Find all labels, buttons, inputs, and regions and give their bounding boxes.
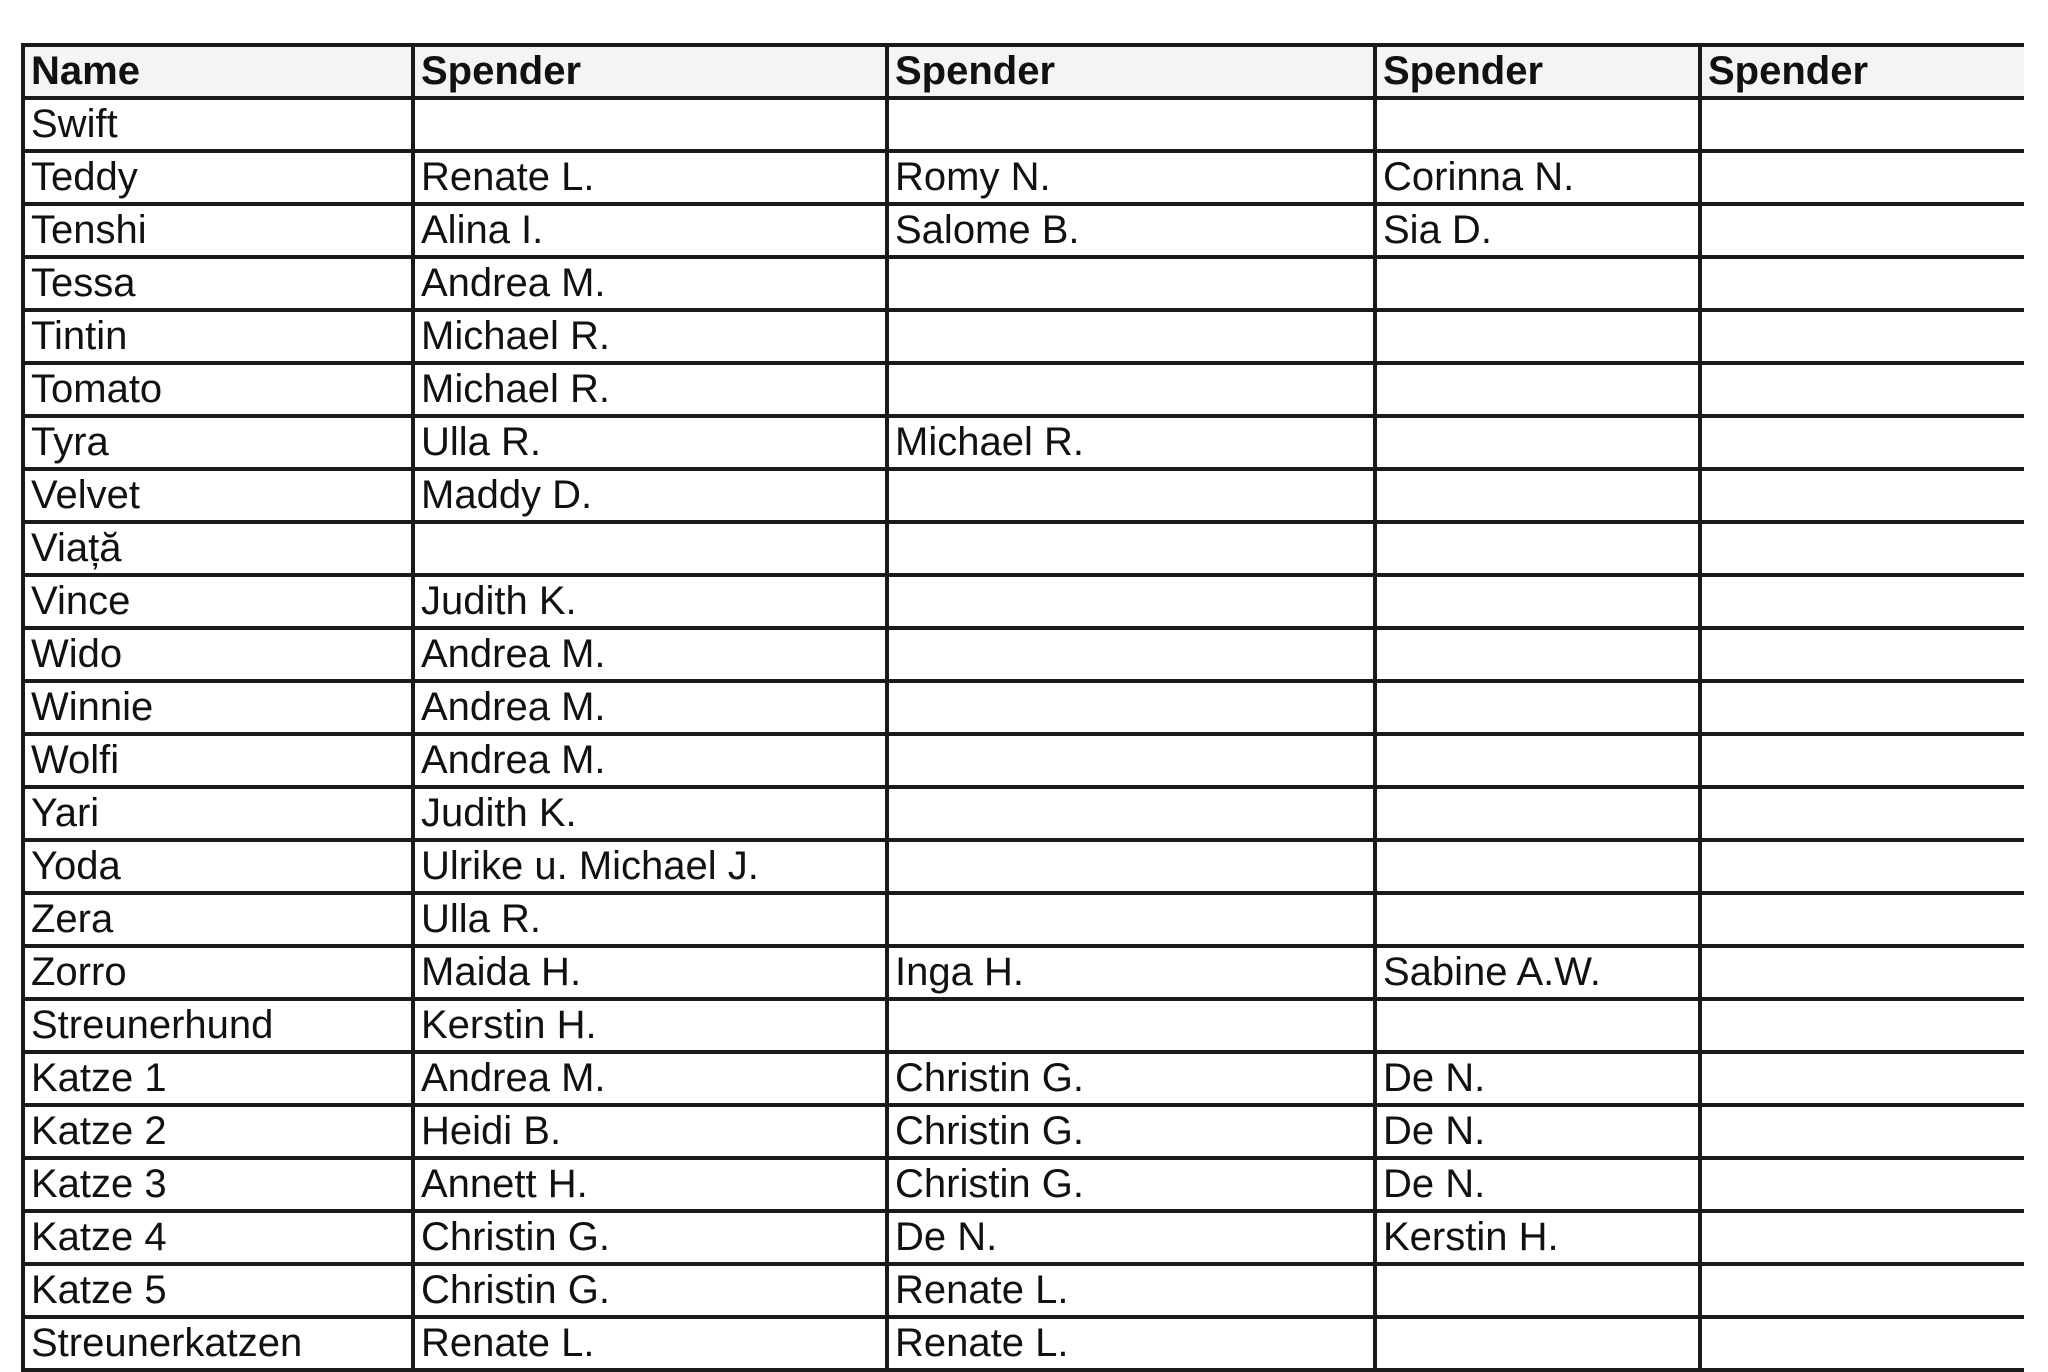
cell-spender-2 xyxy=(887,469,1375,522)
cell-spender-4 xyxy=(1700,522,2024,575)
cell-name: Tessa xyxy=(23,257,413,310)
cell-name: Wido xyxy=(23,628,413,681)
header-spender-4: Spender xyxy=(1700,45,2024,98)
cell-spender-3: Sabine A.W. xyxy=(1375,946,1700,999)
table-body xyxy=(23,98,2024,1370)
cell-spender-3 xyxy=(1375,628,1700,681)
cell-spender-2 xyxy=(887,840,1375,893)
cell-spender-2: Christin G. xyxy=(887,1158,1375,1211)
cell-spender-4 xyxy=(1700,363,2024,416)
cell-spender-3 xyxy=(1375,1317,1700,1370)
cell-name: Katze 2 xyxy=(23,1105,413,1158)
cell-spender-4 xyxy=(1700,1052,2024,1105)
table-row xyxy=(23,1317,2024,1370)
cell-spender-2: Christin G. xyxy=(887,1105,1375,1158)
header-row xyxy=(23,45,2024,98)
cell-spender-1 xyxy=(413,98,887,151)
cell-name: Tomato xyxy=(23,363,413,416)
cell-spender-2 xyxy=(887,787,1375,840)
cell-spender-1: Andrea M. xyxy=(413,628,887,681)
cell-spender-3 xyxy=(1375,840,1700,893)
cell-spender-1: Christin G. xyxy=(413,1211,887,1264)
cell-name: Streunerkatzen xyxy=(23,1317,413,1370)
cell-name: Yari xyxy=(23,787,413,840)
cell-name: Viață xyxy=(23,522,413,575)
cell-spender-2: Romy N. xyxy=(887,151,1375,204)
cell-spender-3 xyxy=(1375,416,1700,469)
cell-spender-3: Sia D. xyxy=(1375,204,1700,257)
cell-spender-4 xyxy=(1700,1105,2024,1158)
cell-spender-3 xyxy=(1375,681,1700,734)
table-row xyxy=(23,1264,2024,1317)
cell-spender-2: Renate L. xyxy=(887,1317,1375,1370)
cell-spender-1: Judith K. xyxy=(413,787,887,840)
sponsor-table xyxy=(21,43,2024,1372)
cell-spender-1: Annett H. xyxy=(413,1158,887,1211)
cell-name: Tyra xyxy=(23,416,413,469)
cell-spender-3 xyxy=(1375,310,1700,363)
cell-spender-4 xyxy=(1700,416,2024,469)
cell-name: Tintin xyxy=(23,310,413,363)
table-row xyxy=(23,734,2024,787)
table-row xyxy=(23,416,2024,469)
header-name: Name xyxy=(23,45,413,98)
table-row xyxy=(23,840,2024,893)
header-spender-1: Spender xyxy=(413,45,887,98)
cell-spender-1: Kerstin H. xyxy=(413,999,887,1052)
table-row xyxy=(23,999,2024,1052)
cell-name: Swift xyxy=(23,98,413,151)
cell-spender-1: Renate L. xyxy=(413,151,887,204)
cell-name: Wolfi xyxy=(23,734,413,787)
cell-spender-1: Alina I. xyxy=(413,204,887,257)
cell-spender-2 xyxy=(887,628,1375,681)
cell-name: Katze 3 xyxy=(23,1158,413,1211)
cell-spender-4 xyxy=(1700,575,2024,628)
sponsor-table-page xyxy=(21,43,2024,1372)
cell-name: Vince xyxy=(23,575,413,628)
cell-spender-4 xyxy=(1700,310,2024,363)
cell-spender-3 xyxy=(1375,893,1700,946)
cell-spender-1: Renate L. xyxy=(413,1317,887,1370)
cell-spender-4 xyxy=(1700,946,2024,999)
table-row xyxy=(23,787,2024,840)
cell-spender-4 xyxy=(1700,893,2024,946)
table-row xyxy=(23,946,2024,999)
cell-spender-3: De N. xyxy=(1375,1105,1700,1158)
cell-spender-3 xyxy=(1375,787,1700,840)
cell-spender-1: Christin G. xyxy=(413,1264,887,1317)
cell-spender-4 xyxy=(1700,734,2024,787)
cell-spender-2 xyxy=(887,734,1375,787)
cell-name: Katze 5 xyxy=(23,1264,413,1317)
cell-spender-1: Andrea M. xyxy=(413,734,887,787)
cell-spender-2 xyxy=(887,575,1375,628)
cell-spender-4 xyxy=(1700,98,2024,151)
cell-spender-3: Corinna N. xyxy=(1375,151,1700,204)
cell-spender-1 xyxy=(413,522,887,575)
cell-spender-2 xyxy=(887,310,1375,363)
cell-name: Zera xyxy=(23,893,413,946)
cell-spender-1: Andrea M. xyxy=(413,681,887,734)
cell-spender-3 xyxy=(1375,1264,1700,1317)
table-row xyxy=(23,893,2024,946)
cell-spender-2: Renate L. xyxy=(887,1264,1375,1317)
cell-name: Katze 1 xyxy=(23,1052,413,1105)
cell-name: Teddy xyxy=(23,151,413,204)
cell-spender-2: De N. xyxy=(887,1211,1375,1264)
table-row xyxy=(23,1105,2024,1158)
cell-spender-2 xyxy=(887,257,1375,310)
header-spender-3: Spender xyxy=(1375,45,1700,98)
cell-spender-1: Michael R. xyxy=(413,310,887,363)
cell-spender-2: Inga H. xyxy=(887,946,1375,999)
cell-spender-4 xyxy=(1700,1317,2024,1370)
cell-spender-2 xyxy=(887,893,1375,946)
cell-name: Katze 4 xyxy=(23,1211,413,1264)
table-row xyxy=(23,310,2024,363)
cell-spender-4 xyxy=(1700,787,2024,840)
cell-spender-3: De N. xyxy=(1375,1158,1700,1211)
cell-spender-4 xyxy=(1700,257,2024,310)
cell-spender-4 xyxy=(1700,151,2024,204)
cell-spender-1: Ulla R. xyxy=(413,416,887,469)
cell-spender-1: Heidi B. xyxy=(413,1105,887,1158)
cell-spender-3 xyxy=(1375,98,1700,151)
cell-spender-4 xyxy=(1700,1158,2024,1211)
cell-spender-3 xyxy=(1375,734,1700,787)
cell-spender-4 xyxy=(1700,681,2024,734)
cell-name: Velvet xyxy=(23,469,413,522)
cell-spender-2 xyxy=(887,681,1375,734)
cell-spender-4 xyxy=(1700,999,2024,1052)
table-row xyxy=(23,1158,2024,1211)
table-row xyxy=(23,522,2024,575)
cell-spender-2: Michael R. xyxy=(887,416,1375,469)
cell-spender-3 xyxy=(1375,522,1700,575)
cell-name: Zorro xyxy=(23,946,413,999)
table-row xyxy=(23,628,2024,681)
cell-name: Tenshi xyxy=(23,204,413,257)
cell-spender-4 xyxy=(1700,1264,2024,1317)
table-row xyxy=(23,151,2024,204)
cell-spender-1: Michael R. xyxy=(413,363,887,416)
cell-spender-4 xyxy=(1700,469,2024,522)
table-row xyxy=(23,204,2024,257)
cell-spender-1: Ulrike u. Michael J. xyxy=(413,840,887,893)
cell-spender-3 xyxy=(1375,999,1700,1052)
cell-spender-2 xyxy=(887,98,1375,151)
table-row xyxy=(23,681,2024,734)
cell-spender-3 xyxy=(1375,363,1700,416)
table-row xyxy=(23,257,2024,310)
table-row xyxy=(23,363,2024,416)
cell-name: Streunerhund xyxy=(23,999,413,1052)
cell-spender-1: Ulla R. xyxy=(413,893,887,946)
cell-spender-3 xyxy=(1375,257,1700,310)
cell-spender-1: Andrea M. xyxy=(413,257,887,310)
cell-spender-3 xyxy=(1375,469,1700,522)
cell-spender-4 xyxy=(1700,840,2024,893)
header-spender-2: Spender xyxy=(887,45,1375,98)
cell-spender-3: De N. xyxy=(1375,1052,1700,1105)
table-row xyxy=(23,1052,2024,1105)
cell-spender-2 xyxy=(887,363,1375,416)
cell-spender-1: Andrea M. xyxy=(413,1052,887,1105)
table-row xyxy=(23,98,2024,151)
cell-spender-3 xyxy=(1375,575,1700,628)
table-row xyxy=(23,1211,2024,1264)
cell-spender-2 xyxy=(887,522,1375,575)
cell-spender-4 xyxy=(1700,204,2024,257)
table-row xyxy=(23,469,2024,522)
cell-spender-4 xyxy=(1700,628,2024,681)
cell-spender-2: Salome B. xyxy=(887,204,1375,257)
cell-spender-2: Christin G. xyxy=(887,1052,1375,1105)
cell-spender-3: Kerstin H. xyxy=(1375,1211,1700,1264)
table-row xyxy=(23,575,2024,628)
cell-name: Winnie xyxy=(23,681,413,734)
cell-name: Yoda xyxy=(23,840,413,893)
cell-spender-1: Maida H. xyxy=(413,946,887,999)
cell-spender-1: Maddy D. xyxy=(413,469,887,522)
cell-spender-4 xyxy=(1700,1211,2024,1264)
cell-spender-1: Judith K. xyxy=(413,575,887,628)
cell-spender-2 xyxy=(887,999,1375,1052)
